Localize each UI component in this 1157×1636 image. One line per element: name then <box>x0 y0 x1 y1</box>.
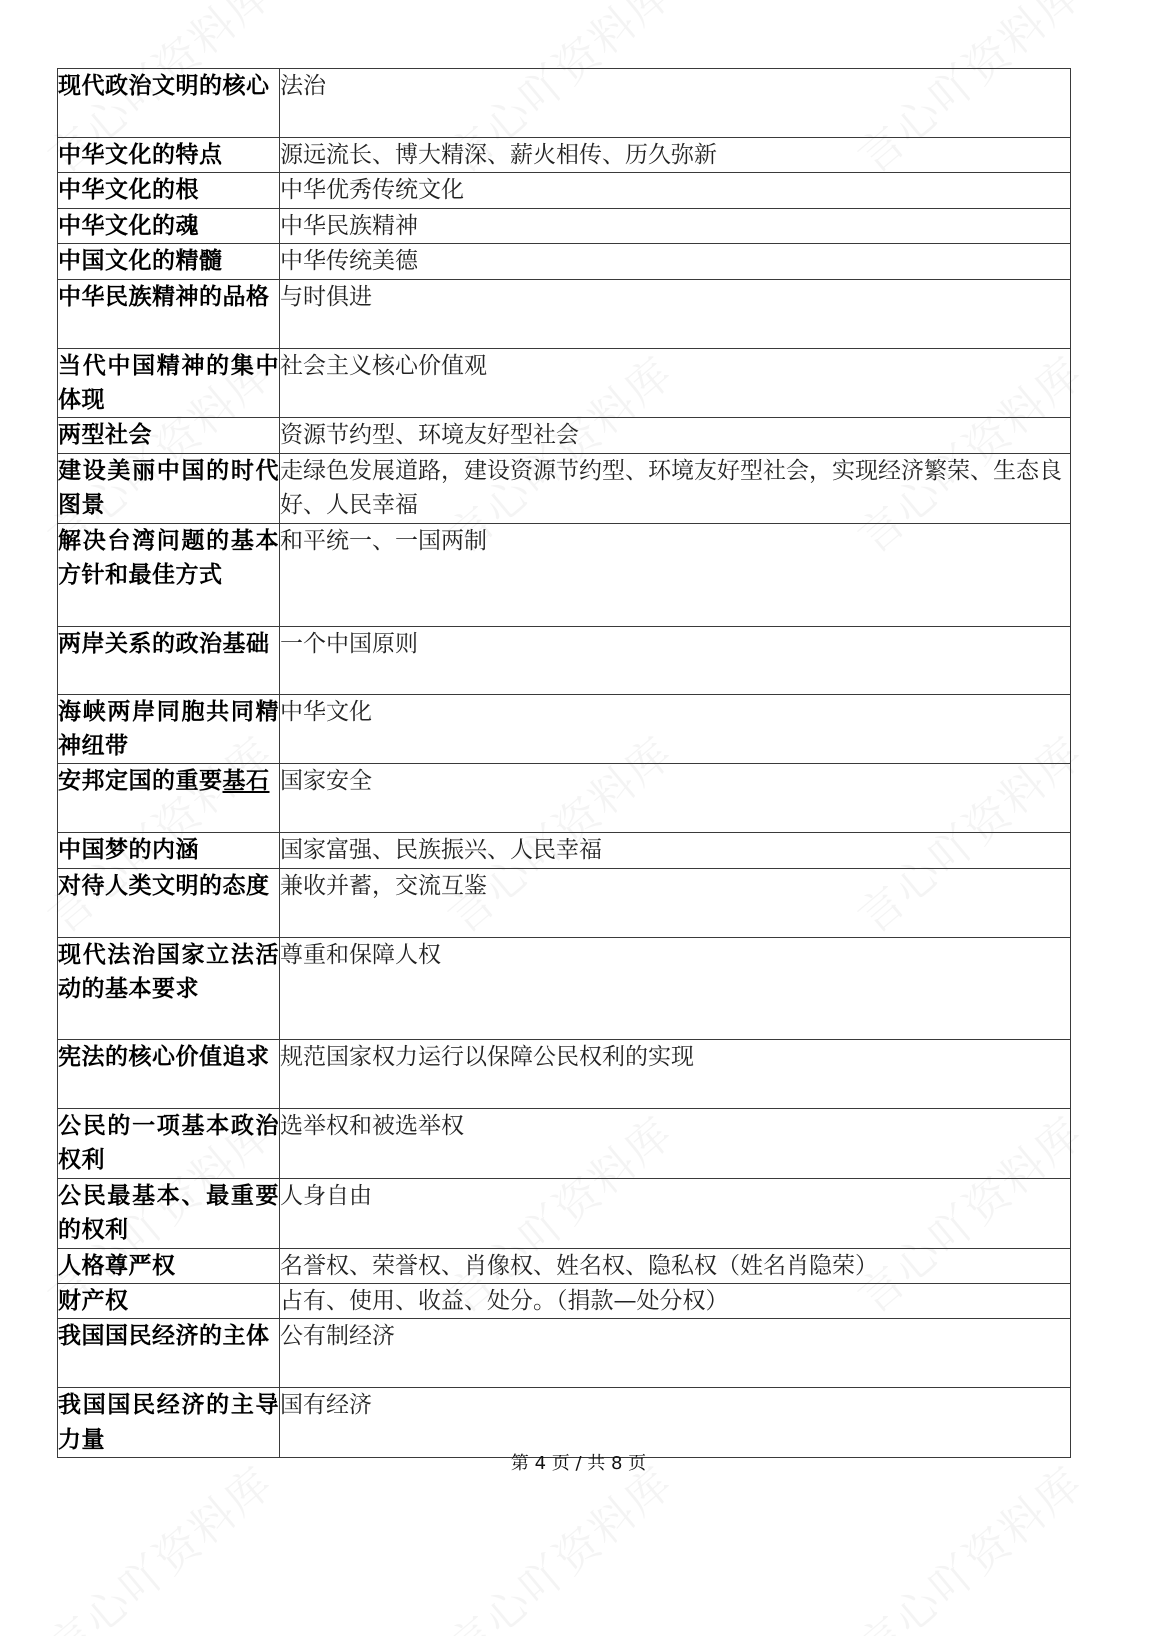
table-row <box>58 523 1071 626</box>
table-row <box>58 1248 1071 1283</box>
table-row <box>58 833 1071 868</box>
definition-cell: 公有制经济 <box>280 1319 1071 1388</box>
table-row <box>58 348 1071 418</box>
table-row <box>58 418 1071 453</box>
table-row <box>58 764 1071 833</box>
definition-cell: 中华文化 <box>280 694 1071 764</box>
definition-cell: 名誉权、荣誉权、肖像权、姓名权、隐私权（姓名肖隐荣） <box>280 1248 1071 1283</box>
table-row <box>58 1178 1071 1248</box>
table-row <box>58 694 1071 764</box>
table-row <box>58 208 1071 243</box>
term-cell: 中华民族精神的品格 <box>58 279 280 348</box>
definition-cell: 法治 <box>280 69 1071 138</box>
definition-cell: 走绿色发展道路，建设资源节约型、环境友好型社会，实现经济繁荣、生态良好、人民幸福 <box>280 453 1071 523</box>
definition-cell: 源远流长、博大精深、薪火相传、历久弥新 <box>280 138 1071 173</box>
definition-cell: 尊重和保障人权 <box>280 937 1071 1039</box>
table-row <box>58 173 1071 208</box>
definition-cell: 规范国家权力运行以保障公民权利的实现 <box>280 1039 1071 1108</box>
term-cell: 海峡两岸同胞共同精神纽带 <box>58 694 280 764</box>
table-row <box>58 1108 1071 1178</box>
definition-cell: 中华民族精神 <box>280 208 1071 243</box>
term-cell: 两型社会 <box>58 418 280 453</box>
term-cell: 我国国民经济的主体 <box>58 1319 280 1388</box>
term-cell: 现代法治国家立法活动的基本要求 <box>58 937 280 1039</box>
term-cell: 公民的一项基本政治权利 <box>58 1108 280 1178</box>
term-cell <box>58 764 280 833</box>
table-row <box>58 937 1071 1039</box>
term-text: 安邦定国的重要 <box>58 768 223 795</box>
term-cell: 公民最基本、最重要的权利 <box>58 1178 280 1248</box>
term-cell: 财产权 <box>58 1283 280 1318</box>
watermark <box>842 1449 1095 1636</box>
definition-cell: 社会主义核心价值观 <box>280 348 1071 418</box>
definition-cell: 国家安全 <box>280 764 1071 833</box>
table-row <box>58 138 1071 173</box>
watermark <box>32 1449 285 1636</box>
term-cell: 建设美丽中国的时代图景 <box>58 453 280 523</box>
term-text-underlined: 基石 <box>222 768 270 795</box>
term-cell: 当代中国精神的集中体现 <box>58 348 280 418</box>
term-cell: 对待人类文明的态度 <box>58 868 280 937</box>
definition-cell: 国家富强、民族振兴、人民幸福 <box>280 833 1071 868</box>
table-row <box>58 279 1071 348</box>
table-row <box>58 453 1071 523</box>
definition-cell: 与时俱进 <box>280 279 1071 348</box>
table-row <box>58 1388 1071 1458</box>
table-row <box>58 1319 1071 1388</box>
page-number: 第 4 页 / 共 8 页 <box>510 1453 647 1474</box>
definition-cell: 中华优秀传统文化 <box>280 173 1071 208</box>
definition-cell: 占有、使用、收益、处分。（捐款—处分权） <box>280 1283 1071 1318</box>
table-row <box>58 626 1071 694</box>
definition-cell: 兼收并蓄，交流互鉴 <box>280 868 1071 937</box>
term-cell: 现代政治文明的核心 <box>58 69 280 138</box>
term-cell: 宪法的核心价值追求 <box>58 1039 280 1108</box>
definition-cell: 和平统一、一国两制 <box>280 523 1071 626</box>
term-cell: 中国文化的精髓 <box>58 244 280 279</box>
watermark <box>432 1449 685 1636</box>
definition-cell: 选举权和被选举权 <box>280 1108 1071 1178</box>
definition-cell: 国有经济 <box>280 1388 1071 1458</box>
term-cell: 解决台湾问题的基本方针和最佳方式 <box>58 523 280 626</box>
definition-cell: 中华传统美德 <box>280 244 1071 279</box>
table-row <box>58 69 1071 138</box>
term-cell: 中华文化的根 <box>58 173 280 208</box>
term-cell: 我国国民经济的主导力量 <box>58 1388 280 1458</box>
term-cell: 中国梦的内涵 <box>58 833 280 868</box>
definition-cell: 资源节约型、环境友好型社会 <box>280 418 1071 453</box>
knowledge-table <box>57 68 1071 1458</box>
table-row <box>58 868 1071 937</box>
definition-cell: 人身自由 <box>280 1178 1071 1248</box>
table-row <box>58 1039 1071 1108</box>
table-row <box>58 244 1071 279</box>
term-cell: 中华文化的特点 <box>58 138 280 173</box>
table-row <box>58 1283 1071 1318</box>
term-cell: 中华文化的魂 <box>58 208 280 243</box>
definition-cell: 一个中国原则 <box>280 626 1071 694</box>
term-cell: 两岸关系的政治基础 <box>58 626 280 694</box>
term-cell: 人格尊严权 <box>58 1248 280 1283</box>
